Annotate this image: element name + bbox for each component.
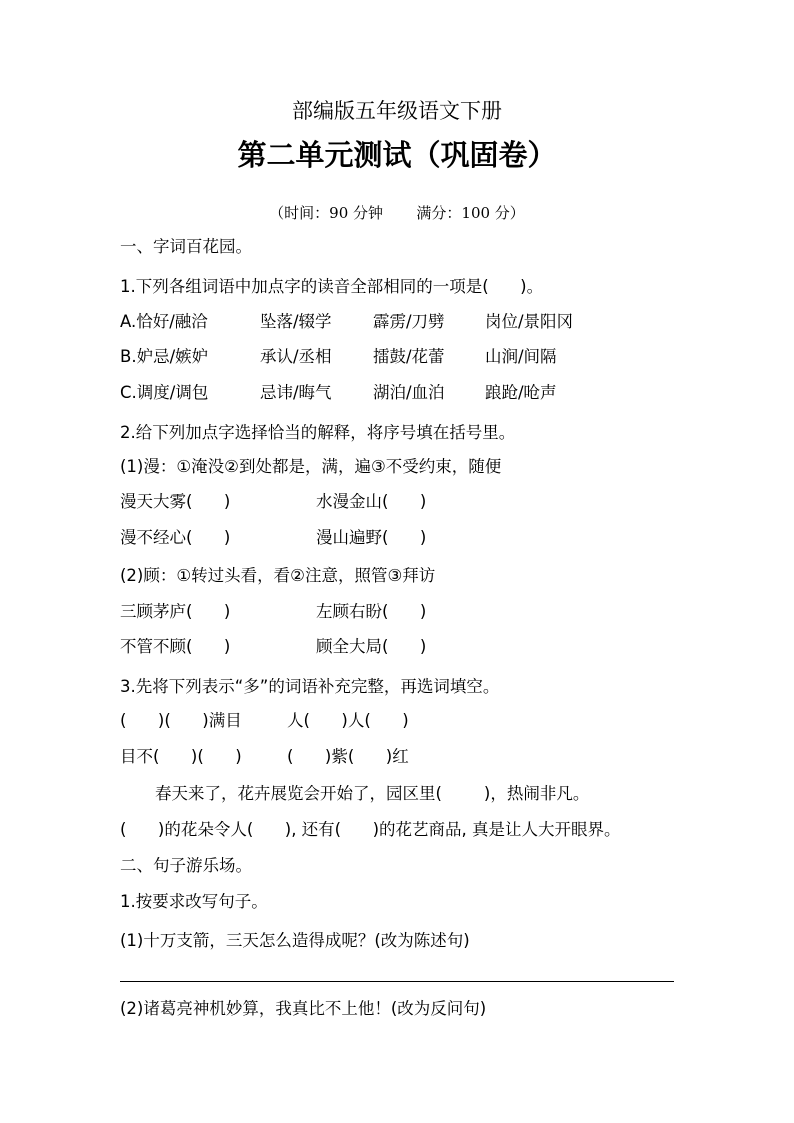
exam-info: （时间：90 分钟 满分：100 分）	[269, 204, 525, 222]
q1-option-word: 踉跄/呛声	[485, 383, 557, 402]
q1-option-word: C.调度/调包	[120, 383, 209, 402]
q2-item: 顾全大局( )	[316, 637, 427, 656]
q3-item: ( )紫( )红	[287, 747, 409, 766]
answer-line	[120, 981, 674, 982]
page-title: 第二单元测试（巩固卷）	[237, 138, 557, 172]
q3-item: ( )( )满目	[120, 711, 242, 730]
q1-option-word: 坠落/辍学	[260, 312, 332, 331]
s2-q1-sentence: (1)十万支箭，三天怎么造得成呢？(改为陈述句)	[120, 931, 470, 950]
series-title: 部编版五年级语文下册	[292, 99, 502, 123]
q1-stem: 1.下列各组词语中加点字的读音全部相同的一项是( )。	[120, 277, 544, 296]
q2-item: 不管不顾( )	[120, 637, 231, 656]
q1-option-word: A.恰好/融洽	[120, 312, 208, 331]
section2-heading: 二、句子游乐场。	[120, 856, 252, 875]
q2-p2-def: (2)顾：①转过头看，看②注意，照管③拜访	[120, 566, 436, 585]
q1-option-word: 霹雳/刀劈	[373, 312, 445, 331]
section1-heading: 一、字词百花园。	[120, 237, 252, 256]
q3-item: 人( )人( )	[287, 711, 409, 730]
q1-option-word: 湖泊/血泊	[373, 383, 445, 402]
q3-item: 目不( )( )	[120, 747, 242, 766]
q1-option-word: 承认/丞相	[260, 347, 332, 366]
q1-option-word: 忌讳/晦气	[260, 383, 332, 402]
q1-option-word: 山涧/间隔	[485, 347, 557, 366]
s2-q1-stem: 1.按要求改写句子。	[120, 892, 268, 911]
q3-paragraph: 春天来了，花卉展览会开始了，园区里( )，热闹非凡。	[155, 784, 590, 803]
q2-item: 水漫金山( )	[316, 492, 427, 511]
q2-stem: 2.给下列加点字选择恰当的解释，将序号填在括号里。	[120, 423, 516, 442]
s2-q1-sentence: (2)诸葛亮神机妙算，我真比不上他！(改为反问句)	[120, 999, 487, 1018]
q2-item: 漫不经心( )	[120, 528, 231, 547]
q2-item: 三顾茅庐( )	[120, 602, 231, 621]
q2-p1-def: (1)漫：①淹没②到处都是，满，遍③不受约束，随便	[120, 457, 502, 476]
q1-option-word: 擂鼓/花蕾	[373, 347, 445, 366]
q2-item: 左顾右盼( )	[316, 602, 427, 621]
q3-paragraph: ( )的花朵令人( ), 还有( )的花艺商品, 真是让人大开眼界。	[120, 820, 621, 839]
q2-item: 漫天大雾( )	[120, 492, 231, 511]
q1-option-word: B.妒忌/嫉妒	[120, 347, 209, 366]
q2-item: 漫山遍野( )	[316, 528, 427, 547]
q3-stem: 3.先将下列表示“多”的词语补充完整，再选词填空。	[120, 677, 500, 696]
q1-option-word: 岗位/景阳冈	[485, 312, 574, 331]
